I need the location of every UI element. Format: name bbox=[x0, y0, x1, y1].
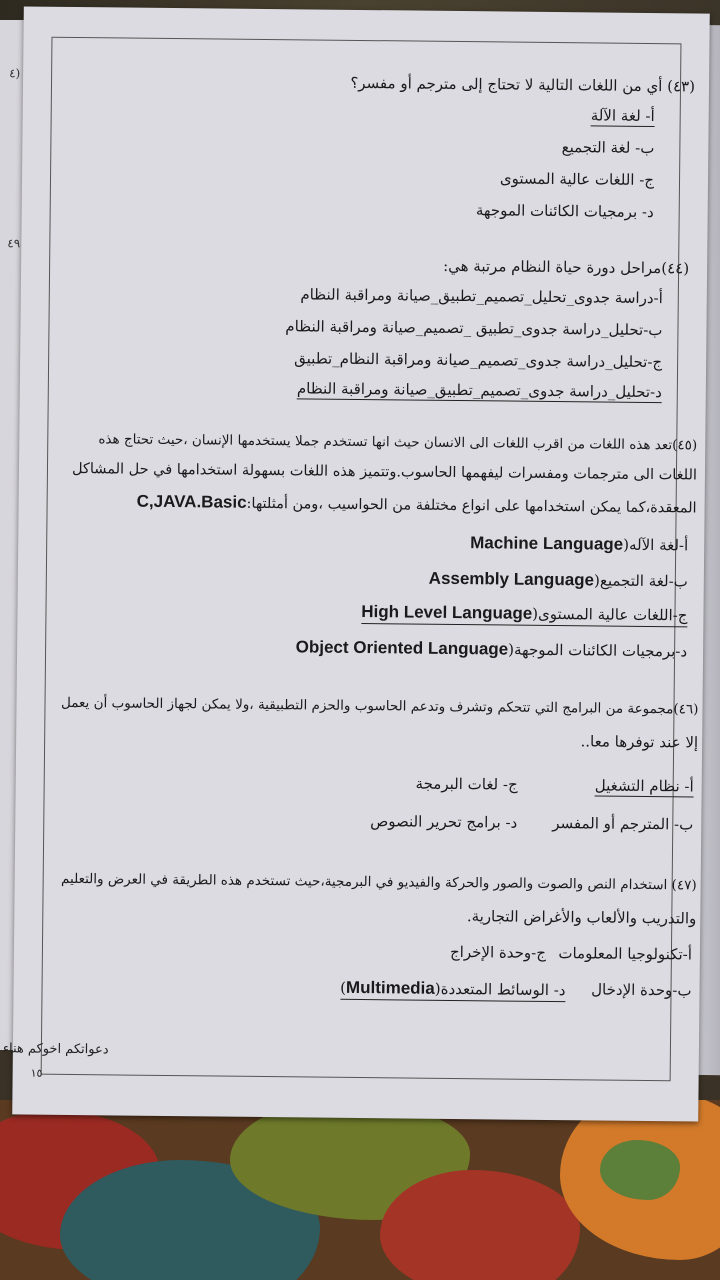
question-text-line2: إلا عند توفرها معا.. bbox=[580, 732, 699, 752]
question-46 bbox=[27, 694, 699, 834]
option-b: ب- لغة التجميع bbox=[561, 138, 655, 158]
option-d-ar: د- الوسائط المتعددة bbox=[440, 979, 566, 1000]
option-b-en: Assembly Language bbox=[428, 568, 595, 590]
option-a-correct: أ- لغة الآلة bbox=[590, 106, 655, 126]
question-text: (٤٣) أي من اللغات التالية لا تحتاج إلى مترجم أو مفسر؟ bbox=[350, 73, 696, 96]
page-content bbox=[22, 19, 699, 1122]
footer-note: دعواتكم اخوكم هناء bbox=[2, 1041, 109, 1058]
question-text-line2: والتدريب والألعاب والأغراض التجارية. bbox=[466, 907, 697, 928]
margin-mark: ٤٩ bbox=[7, 236, 21, 251]
question-text-line1: (٤٧) استخدام النص والصوت والصور والحركة والفيديو في البرمجية،حيث تستخدم هذه الطريقة في العرض والتعليم bbox=[61, 870, 697, 894]
option-d-correct: د- الوسائط المتعددة(Multimedia) bbox=[340, 978, 566, 1002]
question-text-line2: اللغات الى مترجمات ومفسرات ليفهمها الحاسوب.وتتميز هذه اللغات بسهولة استخدامها في حل المشاكل bbox=[71, 460, 698, 484]
option-a-en: Machine Language bbox=[470, 533, 624, 554]
question-text-line3 bbox=[137, 492, 697, 518]
option-d: د- برمجيات الكائنات الموجهة bbox=[475, 201, 654, 222]
option-c: ج- اللغات عالية المستوى bbox=[499, 169, 655, 190]
option-d-ar: د-برمجيات الكائنات الموجهة bbox=[513, 640, 688, 661]
option-b-ar: ب-لغة التجميع bbox=[599, 571, 688, 591]
option-a: أ-لغة الآله(Machine Language bbox=[470, 533, 689, 555]
question-47 bbox=[25, 870, 697, 1000]
question-text: (٤٤)مراحل دورة حياة النظام مرتبة هي: bbox=[443, 256, 690, 278]
option-d: د- برامج تحرير النصوص bbox=[370, 812, 518, 832]
option-b: ب-لغة التجميع(Assembly Language bbox=[428, 568, 688, 591]
page-number: ١٥ bbox=[30, 1066, 43, 1080]
question-44 bbox=[31, 253, 693, 402]
option-d-en: Object Oriented Language bbox=[295, 637, 509, 659]
option-a-ar: أ-لغة الآله bbox=[628, 535, 689, 555]
question-43 bbox=[33, 71, 696, 222]
option-c-correct: ج-اللغات عالية المستوى(High Level Language bbox=[361, 602, 687, 627]
question-45 bbox=[29, 431, 698, 661]
exam-page bbox=[2, 6, 710, 1121]
option-b: ب-وحدة الإدخال bbox=[591, 980, 692, 1000]
option-a: أ-تكنولوجيا المعلومات bbox=[558, 944, 693, 964]
option-a-correct: أ- نظام التشغيل bbox=[594, 776, 694, 796]
option-c-ar: ج-اللغات عالية المستوى bbox=[538, 604, 688, 625]
option-c-en: High Level Language bbox=[361, 602, 533, 623]
option-d-correct: د-تحليل_دراسة جدوى_تصميم_تطبيق_صيانة ومراقبة النظام bbox=[296, 379, 662, 402]
language-examples: C,JAVA.Basic bbox=[136, 491, 247, 512]
option-a: أ-دراسة جدوى_تحليل_تصميم_تطبيق_صيانة ومراقبة النظام bbox=[300, 285, 663, 308]
option-c: ج-وحدة الإخراج bbox=[449, 942, 547, 962]
option-d-en: Multimedia bbox=[345, 977, 435, 998]
option-d: د-برمجيات الكائنات الموجهة(Object Oriented Language bbox=[295, 637, 688, 661]
question-text-line1: (٤٥)تعد هذه اللغات من اقرب اللغات الى الانسان حيث انها تستخدم جملا يستخدمها الإنسان ،حيث تحتاج هذه bbox=[98, 431, 698, 454]
margin-mark: ٤) bbox=[9, 66, 21, 81]
question-text-line3-ar: المعقدة،كما يمكن استخدامها على انواع مختلفة من الحواسيب ،ومن أمثلتها: bbox=[246, 495, 697, 517]
option-b: ب-تحليل_دراسة جدوى_تطبيق _تصميم_صيانة ومراقبة النظام bbox=[285, 317, 663, 340]
option-b: ب- المترجم أو المفسر bbox=[552, 814, 694, 834]
carpet-background bbox=[0, 1100, 720, 1280]
option-c: ج- لغات البرمجة bbox=[415, 774, 518, 794]
question-text-line1: (٤٦)مجموعة من البرامج التي تتحكم وتشرف وتدعم الحاسوب والحزم التطبيقية ،ولا يمكن لجهاز الحاسوب أن يعمل bbox=[60, 694, 699, 718]
option-c: ج-تحليل_دراسة جدوى_تصميم_صيانة ومراقبة النظام_تطبيق bbox=[294, 349, 663, 372]
